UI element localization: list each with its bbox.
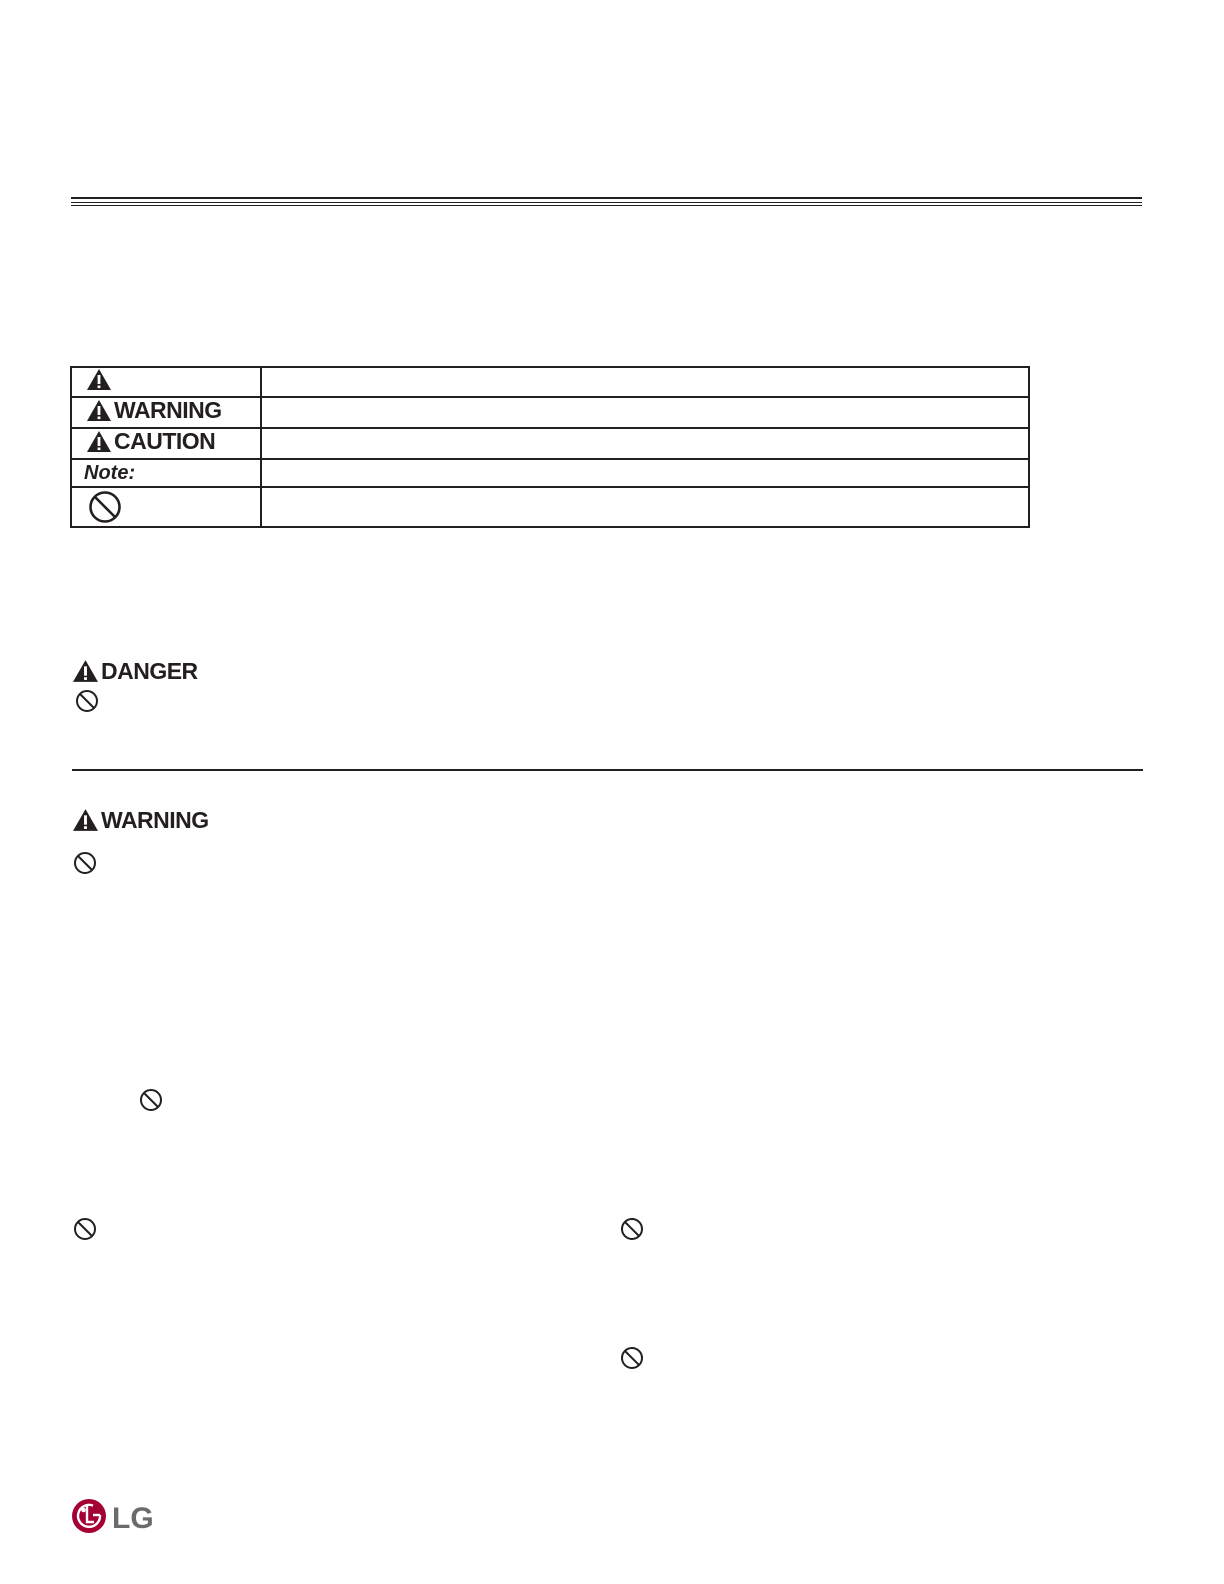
safety-symbol-legend-table [70, 366, 1030, 528]
header-rule-top [71, 197, 1142, 199]
legend-symbol-cell [71, 367, 261, 397]
header-rule-middle [71, 202, 1142, 203]
danger-label: DANGER [101, 657, 198, 684]
prohibition-icon [73, 1217, 97, 1246]
header-rule-bottom [71, 205, 1142, 206]
legend-symbol-cell [71, 397, 261, 428]
warning-triangle-icon [86, 399, 112, 422]
legend-row-danger [71, 367, 1029, 397]
legend-description-cell [261, 487, 1029, 527]
legend-row-warning [71, 397, 1029, 428]
prohibition-icon [88, 490, 260, 524]
prohibition-icon [620, 1217, 644, 1246]
legend-row-caution [71, 428, 1029, 459]
legend-symbol-cell [71, 487, 261, 527]
legend-label: CAUTION [114, 427, 216, 454]
legend-label: WARNING [114, 396, 222, 423]
legend-row-prohibition [71, 487, 1029, 527]
section-divider [72, 769, 1143, 771]
legend-label: Note: [84, 461, 136, 484]
warning-triangle-icon [86, 430, 112, 453]
legend-description-cell [261, 397, 1029, 428]
lg-logo-text: LG [112, 1501, 154, 1535]
prohibition-icon [75, 689, 99, 718]
prohibition-icon [73, 851, 97, 880]
prohibition-icon [620, 1346, 644, 1375]
warning-triangle-icon [86, 368, 112, 391]
legend-description-cell [261, 459, 1029, 487]
danger-heading [72, 659, 198, 688]
warning-heading [72, 808, 209, 837]
lg-logo [71, 1498, 154, 1539]
legend-description-cell [261, 367, 1029, 397]
legend-symbol-cell [71, 459, 261, 487]
legend-symbol-cell [71, 428, 261, 459]
warning-triangle-icon [72, 659, 99, 683]
legend-description-cell [261, 428, 1029, 459]
warning-triangle-icon [72, 808, 99, 832]
lg-logo-icon [71, 1498, 107, 1539]
prohibition-icon [139, 1088, 163, 1117]
legend-row-note [71, 459, 1029, 487]
warning-label: WARNING [101, 806, 209, 833]
